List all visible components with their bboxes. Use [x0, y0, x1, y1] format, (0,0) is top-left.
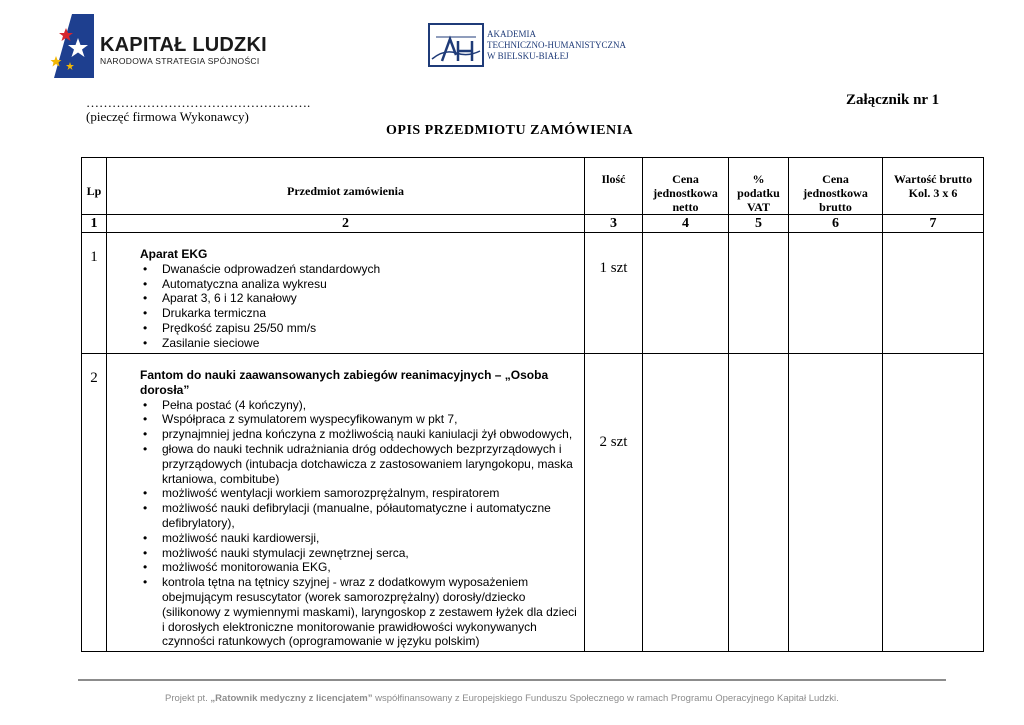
- row-vat: [729, 354, 789, 652]
- spec-item: • możliwość wentylacji workiem samorozprężalnym, respiratorem: [140, 486, 580, 501]
- spec-item: • przynajmniej jedna kończyna z możliwością nauki kaniulacji żył obwodowych,: [140, 427, 580, 442]
- spec-item: • Zasilanie sieciowe: [140, 336, 580, 351]
- header-net-line-3: netto: [672, 200, 699, 214]
- ath-logo: [428, 23, 484, 67]
- spec-item: • Drukarka termiczna: [140, 306, 580, 321]
- ath-line-1: AKADEMIA: [487, 29, 536, 39]
- footer-suffix: współfinansowany z Europejskiego Funduszu Społecznego w ramach Programu Operacyjnego Kapitał Ludzki.: [372, 693, 839, 704]
- header-total-line-2: Kol. 3 x 6: [908, 186, 958, 200]
- column-number: 4: [643, 215, 729, 233]
- row-qty: 1 szt: [585, 233, 643, 354]
- column-number: 2: [107, 215, 585, 233]
- header-qty: Ilość: [585, 158, 643, 215]
- header-total-line-1: Wartość brutto: [893, 172, 973, 186]
- kl-logo-subtitle: NARODOWA STRATEGIA SPÓJNOŚCI: [100, 56, 260, 66]
- table-row: [82, 233, 984, 354]
- stamp-label: (pieczęć firmowa Wykonawcy): [86, 109, 249, 124]
- row-total: [883, 354, 984, 652]
- header-net-line-2: jednostkowa: [653, 186, 718, 200]
- header-gross-line-2: jednostkowa: [803, 186, 868, 200]
- order-table: [81, 157, 984, 652]
- header-subject: Przedmiot zamówienia: [107, 158, 585, 215]
- spec-item: • Pełna postać (4 kończyny),: [140, 398, 580, 413]
- row-net-price: [643, 354, 729, 652]
- column-number: 7: [883, 215, 984, 233]
- item-spec-list: [140, 262, 580, 351]
- spec-item: • Prędkość zapisu 25/50 mm/s: [140, 321, 580, 336]
- table-row: [82, 354, 984, 652]
- table-header-row: [82, 158, 984, 215]
- ath-line-2: TECHNICZNO-HUMANISTYCZNA: [487, 40, 626, 50]
- row-lp: 2: [82, 354, 107, 652]
- spec-item: • Aparat 3, 6 i 12 kanałowy: [140, 291, 580, 306]
- header-lp: Lp: [82, 158, 107, 215]
- item-spec-list: [140, 398, 580, 650]
- header-vat-line-3: VAT: [747, 200, 770, 214]
- spec-item: • Współpraca z symulatorem wyspecyfikowanym w pkt 7,: [140, 412, 580, 427]
- column-number-row: [82, 215, 984, 233]
- row-gross-price: [789, 233, 883, 354]
- footer-text: [165, 693, 839, 704]
- row-qty: 2 szt: [585, 354, 643, 652]
- row-gross-price: [789, 354, 883, 652]
- header-vat-line-1: %: [752, 172, 765, 186]
- header-gross-line-1: Cena: [822, 172, 849, 186]
- header-vat-line-2: podatku: [737, 186, 780, 200]
- header-gross-price: [789, 158, 883, 215]
- header-net-line-1: Cena: [672, 172, 699, 186]
- row-net-price: [643, 233, 729, 354]
- annex-label: Załącznik nr 1: [846, 92, 940, 108]
- column-number: 1: [82, 215, 107, 233]
- footer-prefix: Projekt pt.: [165, 693, 211, 704]
- header-gross-line-3: brutto: [819, 200, 852, 214]
- footer-divider: [78, 679, 946, 681]
- column-number: 3: [585, 215, 643, 233]
- row-item: [107, 354, 585, 652]
- spec-item: • Automatyczna analiza wykresu: [140, 277, 580, 292]
- row-lp: 1: [82, 233, 107, 354]
- header-vat: [729, 158, 789, 215]
- stamp-dots: …………………………………………….: [86, 95, 311, 110]
- spec-item: • możliwość nauki defibrylacji (manualne, półautomatyczne i automatyczne defibrylatory),: [140, 501, 580, 531]
- spec-item: • możliwość monitorowania EKG,: [140, 560, 580, 575]
- document-title: OPIS PRZEDMIOTU ZAMÓWIENIA: [386, 123, 634, 138]
- header-net-price: [643, 158, 729, 215]
- item-name: Fantom do nauki zaawansowanych zabiegów reanimacyjnych – „Osoba dorosła”: [140, 368, 549, 397]
- footer-project-name: „Ratownik medyczny z licencjatem”: [210, 693, 373, 704]
- ath-line-3: W BIELSKU-BIAŁEJ: [487, 51, 569, 61]
- row-vat: [729, 233, 789, 354]
- spec-item: • Dwanaście odprowadzeń standardowych: [140, 262, 580, 277]
- column-number: 6: [789, 215, 883, 233]
- spec-item: • głowa do nauki technik udrażniania dróg oddechowych bezprzyrządowych i przyrządowych (intubacja dotchawicza z zastosowaniem laryngokopu, maska krtaniowa, combitube): [140, 442, 580, 486]
- spec-item: • możliwość nauki stymulacji zewnętrznej serca,: [140, 546, 580, 561]
- spec-item: • możliwość nauki kardiowersji,: [140, 531, 580, 546]
- ath-logo-text: [487, 29, 626, 62]
- header-total: [883, 158, 984, 215]
- column-number: 5: [729, 215, 789, 233]
- row-item: [107, 233, 585, 354]
- row-total: [883, 233, 984, 354]
- spec-item: • kontrola tętna na tętnicy szyjnej - wraz z dodatkowym wyposażeniem obejmującym resuscytator (worek samorozprężalny) dorosły/dziecko (silikonowy z wymiennymi maskami), laryngoskop z zestawem łyżek dla dzieci i dorosłych elektroniczne monitorowanie prawidłowości wykonywanych czynności ratunkowych (oprogramowanie w języku polskim): [140, 575, 580, 649]
- item-name: Aparat EKG: [140, 247, 208, 261]
- kl-logo-title: KAPITAŁ LUDZKI: [100, 34, 267, 56]
